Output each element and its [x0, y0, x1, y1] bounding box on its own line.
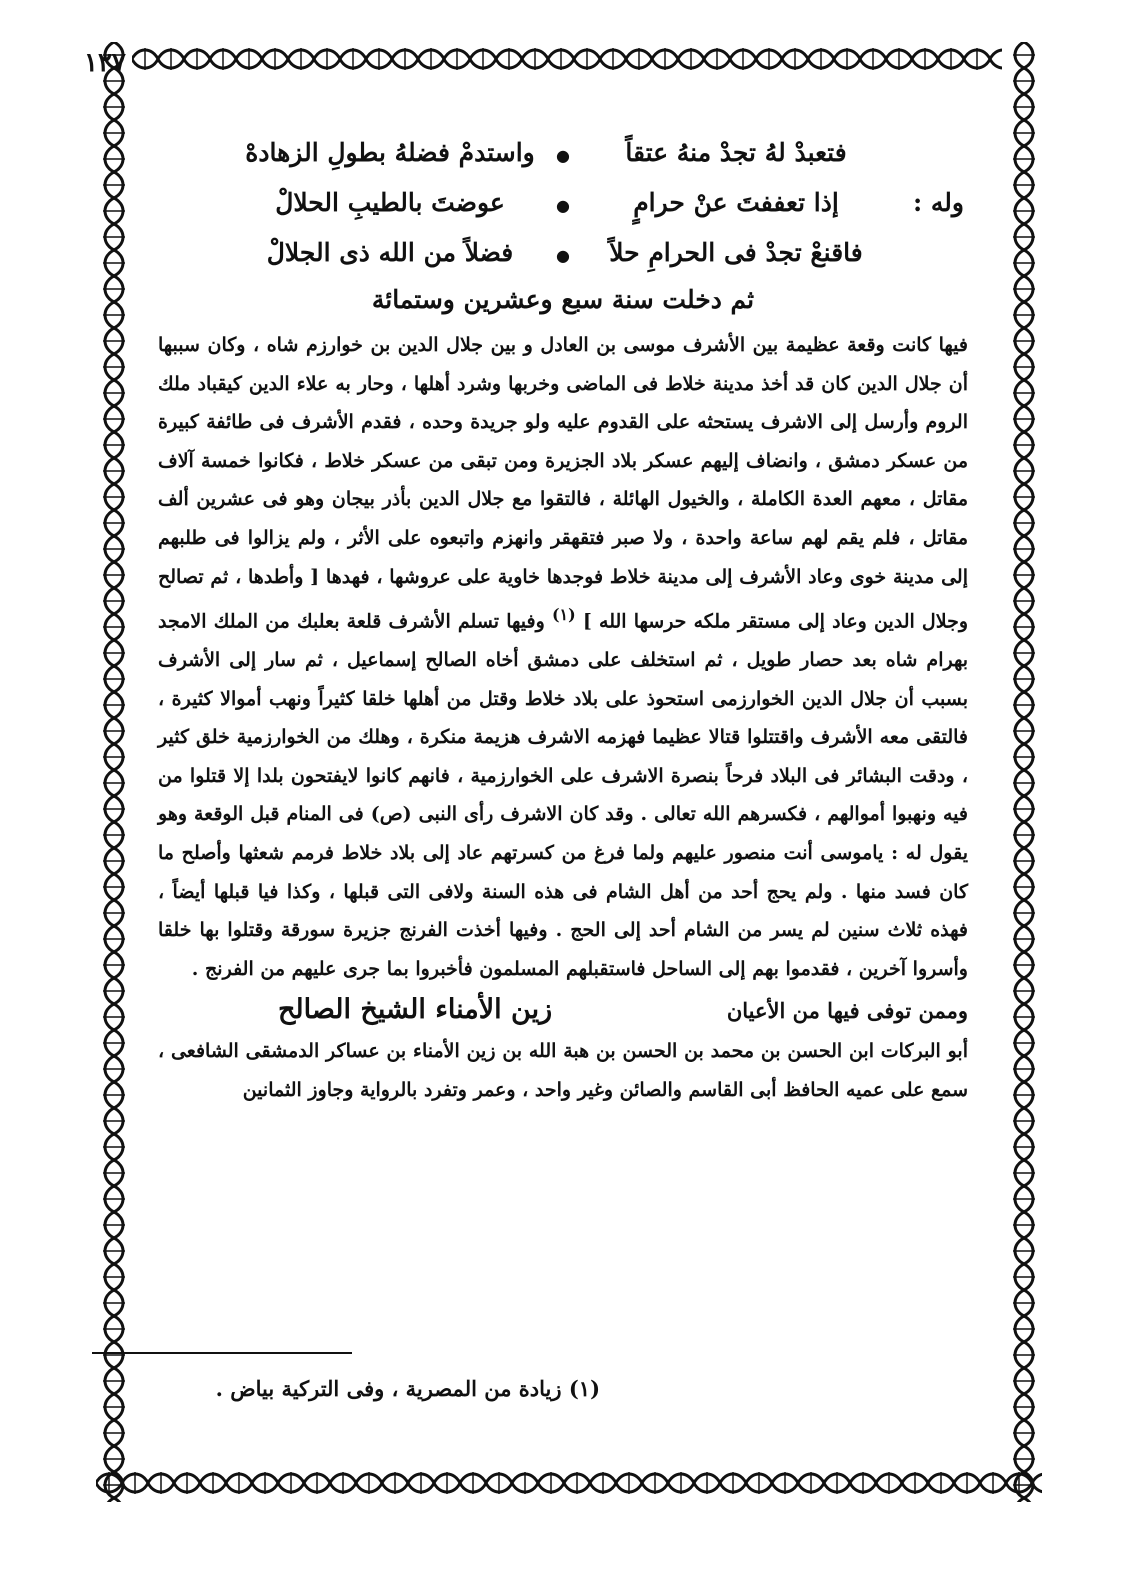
poem: [158, 128, 968, 278]
border-left-ornament: [96, 42, 132, 1502]
paragraph-events-part-1: فيها كانت وقعة عظيمة بين الأشرف موسى بن العادل و بين جلال الدين بن خوارزم شاه ، وكان سببها أن جلال الدين كان قد أخذ مدينة خلاط فى الماضى وخربها وشرد أهلها ، وحار به علاء الدين كيقباد ملك الروم وأرسل إلى الاشرف يستحثه على القدوم عليه ولو جريدة وحده ، فقدم الأشرف فى طائفة كبيرة من عسكر دمشق ، وانضاف إليهم عسكر بلاد الجزيرة ومن تبقى من عسكر خلاط ، فكانوا خمسة آلاف مقاتل ، معهم العدة الكاملة ، والخيول الهائلة ، فالتقوا مع جلال الدين بأذر بيجان وهو فى عشرين ألف مقاتل ، فلم يقم لهم ساعة واحدة ، ولا صبر فتقهقر وانهزم واتبعوه على الأثر ، ولم يزالوا فى طلبهم إلى مدينة خوى وعاد الأشرف إلى مدينة خلاط فوجدها خاوية على عروشها ، فهدها [ وأطدها ، ثم تصالح وجلال الدين وعاد إلى مستقر ملكه حرسها الله ]: [158, 334, 968, 633]
obituary-lead: وممن توفى فيها من الأعيان: [726, 998, 968, 1024]
verse-2: [158, 178, 968, 228]
verse-3-second-hemistich: فضلاً من الله ذى الجلالْ: [266, 238, 514, 267]
verse-separator: ●: [556, 146, 570, 165]
page-number: ١٢٧: [84, 48, 126, 78]
verse-3-first-hemistich: فاقنعْ تجدْ فى الحرامِ حلاً: [609, 238, 863, 267]
verse-1-second-hemistich: واستدمْ فضلهُ بطولِ الزهادهْ: [245, 138, 535, 167]
year-heading: ثم دخلت سنة سبع وعشرين وستمائة: [371, 285, 755, 314]
footnote: [200, 1376, 600, 1401]
obituary-heading: [158, 988, 968, 1032]
verse-2-second-hemistich: عوضتَ بالطيبِ الحلالْ: [275, 188, 505, 217]
footnote-reference: (١): [551, 605, 576, 625]
page-content: [158, 128, 968, 1110]
biography-text: أبو البركات ابن الحسن بن محمد بن الحسن بن هبة الله بن زين الأمناء بن عساكر الدمشقى الشافعى ، سمع على عميه الحافظ أبى القاسم والصائن وغير واحد ، وعمر وتفرد بالرواية وجاوز الثمانين: [158, 1040, 968, 1102]
border-right-ornament: [1006, 42, 1042, 1502]
footnote-mark: (١): [568, 1376, 600, 1401]
verse-2-first-hemistich: إذا تعففتَ عنْ حرامٍ: [633, 188, 839, 217]
verse-separator: ●: [556, 196, 570, 215]
paragraph-events-part-2: وفيها تسلم الأشرف قلعة بعلبك من الملك الامجد بهرام شاه بعد حصار طويل ، ثم استخلف على دمشق أخاه الصالح إسماعيل ، ثم سار إلى الأشرف بسبب أن جلال الدين الخوارزمى استحوذ على بلاد خلاط وقتل من أهلها خلقا كثيراً ونهب أموالا كثيرة ، فالتقى معه الأشرف واقتتلوا قتالا عظيما فهزمه الاشرف هزيمة منكرة ، وهلك من الخوارزمية خلق كثير ، ودقت البشائر فى البلاد فرحاً بنصرة الاشرف على الخوارزمية ، فانهم كانوا لايفتحون بلدا إلا قتلوا من فيه ونهبوا أموالهم ، فكسرهم الله تعالى . وقد كان الاشرف رأى النبى (ص) فى المنام قبل الوقعة وهو يقول له : ياموسى أنت منصور عليهم ولما فرغ من كسرتهم عاد إلى بلاد خلاط فرمم شعثها وأصلح ما كان فسد منها . ولم يحج أحد من أهل الشام فى هذه السنة ولافى التى قبلها ، وكذا فيا قبلها أيضاً ، فهذه ثلاث سنين لم يسر من الشام أحد إلى الحج . وفيها أخذت الفرنج جزيرة سورقة وقتلوا بها خلقا وأسروا آخرين ، فقدموا بهم إلى الساحل فاستقبلهم المسلمون فأخبروا بما جرى عليهم من الفرنج .: [158, 610, 968, 980]
verse-3: [158, 228, 968, 278]
verse-separator: ●: [556, 246, 570, 265]
main-text: [158, 326, 968, 988]
verse-1: [158, 128, 968, 178]
border-top-ornament: [132, 42, 1002, 76]
poem-speaker-label: وله :: [912, 188, 964, 217]
obituary-name: زين الأمناء الشيخ الصالح: [278, 994, 553, 1026]
footnote-text: زيادة من المصرية ، وفى التركية بياض .: [215, 1376, 562, 1401]
verse-1-first-hemistich: فتعبدْ لهُ تجدْ منهُ عتقاً: [625, 138, 847, 167]
footnote-divider: [92, 1352, 352, 1354]
border-bottom-ornament: [96, 1466, 1042, 1502]
paragraph-events: [158, 326, 968, 988]
